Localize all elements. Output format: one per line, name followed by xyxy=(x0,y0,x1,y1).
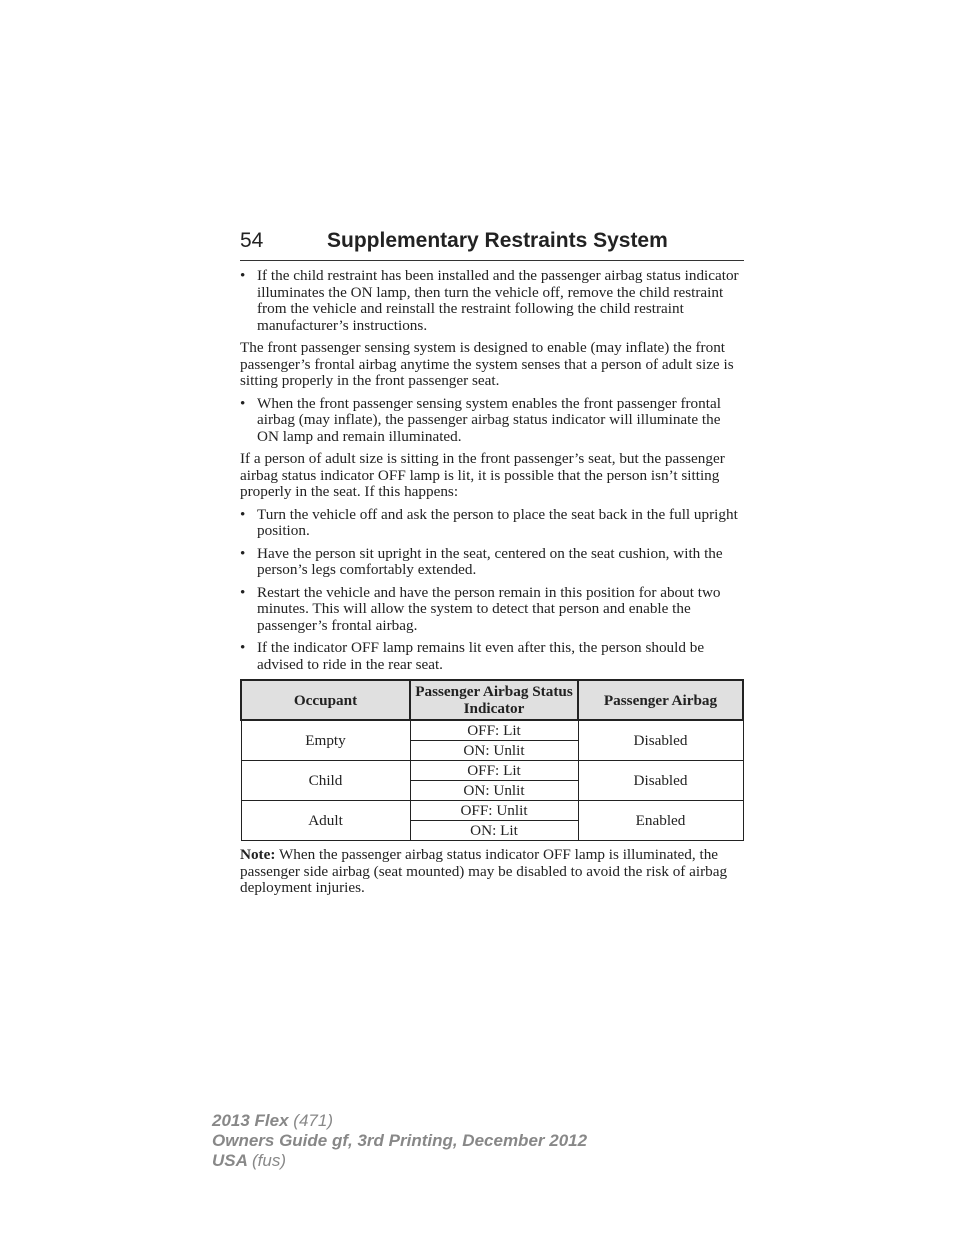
note-text: When the passenger airbag status indicator OFF lamp is illuminated, the passenger side airbag (seat mounted) may be disabled to avoid the risk of airbag deployment injuries. xyxy=(240,846,728,896)
column-header-occupant: Occupant xyxy=(241,680,410,720)
bullet-marker: • xyxy=(240,544,246,562)
indicator-cell: OFF: Lit xyxy=(410,761,578,781)
bullet-item xyxy=(240,585,744,635)
table-row xyxy=(241,761,743,781)
indicator-cell: ON: Lit xyxy=(410,821,578,841)
column-header-status-indicator: Passenger Airbag Status Indicator xyxy=(410,680,578,720)
bullet-marker: • xyxy=(240,639,246,656)
bullet-text: If the child restraint has been installed and the passenger airbag status indicator illuminates the ON lamp, then turn the vehicle off, remove the child restraint from the vehicle and reinstall the restraint following the child restraint manufacturer’s instructions. xyxy=(257,267,739,334)
indicator-cell: OFF: Unlit xyxy=(410,801,578,821)
footer-market-code: (fus) xyxy=(252,1151,286,1170)
section-title: Supplementary Restraints System xyxy=(327,229,668,252)
table-row xyxy=(241,720,743,741)
bullet-marker: • xyxy=(240,394,246,412)
bullet-text: Restart the vehicle and have the person remain in this position for about two minutes. This will allow the system to detect that person and enable the passenger’s frontal airbag. xyxy=(257,583,721,634)
page-header xyxy=(240,228,744,261)
paragraph: If a person of adult size is sitting in the front passenger’s seat, but the passenger airbag status indicator OFF lamp is lit, it is possible that the person isn’t sitting properly in the seat. If this happens: xyxy=(240,450,725,500)
footer-market: USA xyxy=(212,1151,248,1170)
footer-market-line xyxy=(212,1151,587,1171)
bullet-item xyxy=(240,640,744,673)
bullet-item xyxy=(240,507,744,540)
footer-model-code: (471) xyxy=(293,1111,333,1130)
footer-guide-line: Owners Guide gf, 3rd Printing, December 2012 xyxy=(212,1131,588,1150)
column-header-passenger-airbag: Passenger Airbag xyxy=(578,680,743,720)
bullet-item xyxy=(240,546,744,579)
occupant-cell: Adult xyxy=(241,801,410,841)
bullet-text: Turn the vehicle off and ask the person to place the seat back in the full upright position. xyxy=(257,505,738,539)
footer-model-line xyxy=(212,1111,587,1131)
bullet-item xyxy=(240,396,744,446)
note-paragraph xyxy=(240,847,744,897)
table-row xyxy=(241,801,743,821)
page-number: 54 xyxy=(240,229,264,252)
bullet-marker: • xyxy=(240,267,246,284)
bullet-text: If the indicator OFF lamp remains lit even after this, the person should be advised to ride in the rear seat. xyxy=(257,639,705,673)
airbag-cell: Enabled xyxy=(578,801,743,841)
indicator-cell: ON: Unlit xyxy=(410,781,578,801)
airbag-status-table xyxy=(240,679,744,841)
page-footer xyxy=(212,1111,587,1171)
bullet-item xyxy=(240,268,744,334)
occupant-cell: Empty xyxy=(241,720,410,761)
page-body xyxy=(240,268,744,912)
airbag-cell: Disabled xyxy=(578,720,743,761)
indicator-cell: ON: Unlit xyxy=(410,741,578,761)
bullet-text: Have the person sit upright in the seat, centered on the seat cushion, with the person’s legs comfortably extended. xyxy=(257,544,723,578)
indicator-cell: OFF: Lit xyxy=(410,720,578,741)
occupant-cell: Child xyxy=(241,761,410,801)
bullet-text: When the front passenger sensing system enables the front passenger frontal airbag (may inflate), the passenger airbag status indicator will illuminate the ON lamp and remain illuminated. xyxy=(257,394,721,445)
table-header-row xyxy=(241,680,743,720)
airbag-cell: Disabled xyxy=(578,761,743,801)
footer-model: 2013 Flex xyxy=(212,1111,289,1130)
paragraph: The front passenger sensing system is designed to enable (may inflate) the front passenger’s frontal airbag anytime the system senses that a person of adult size is sitting properly in the front passenger seat. xyxy=(240,339,734,389)
note-label: Note: xyxy=(240,846,276,863)
bullet-marker: • xyxy=(240,505,246,523)
bullet-marker: • xyxy=(240,583,246,601)
